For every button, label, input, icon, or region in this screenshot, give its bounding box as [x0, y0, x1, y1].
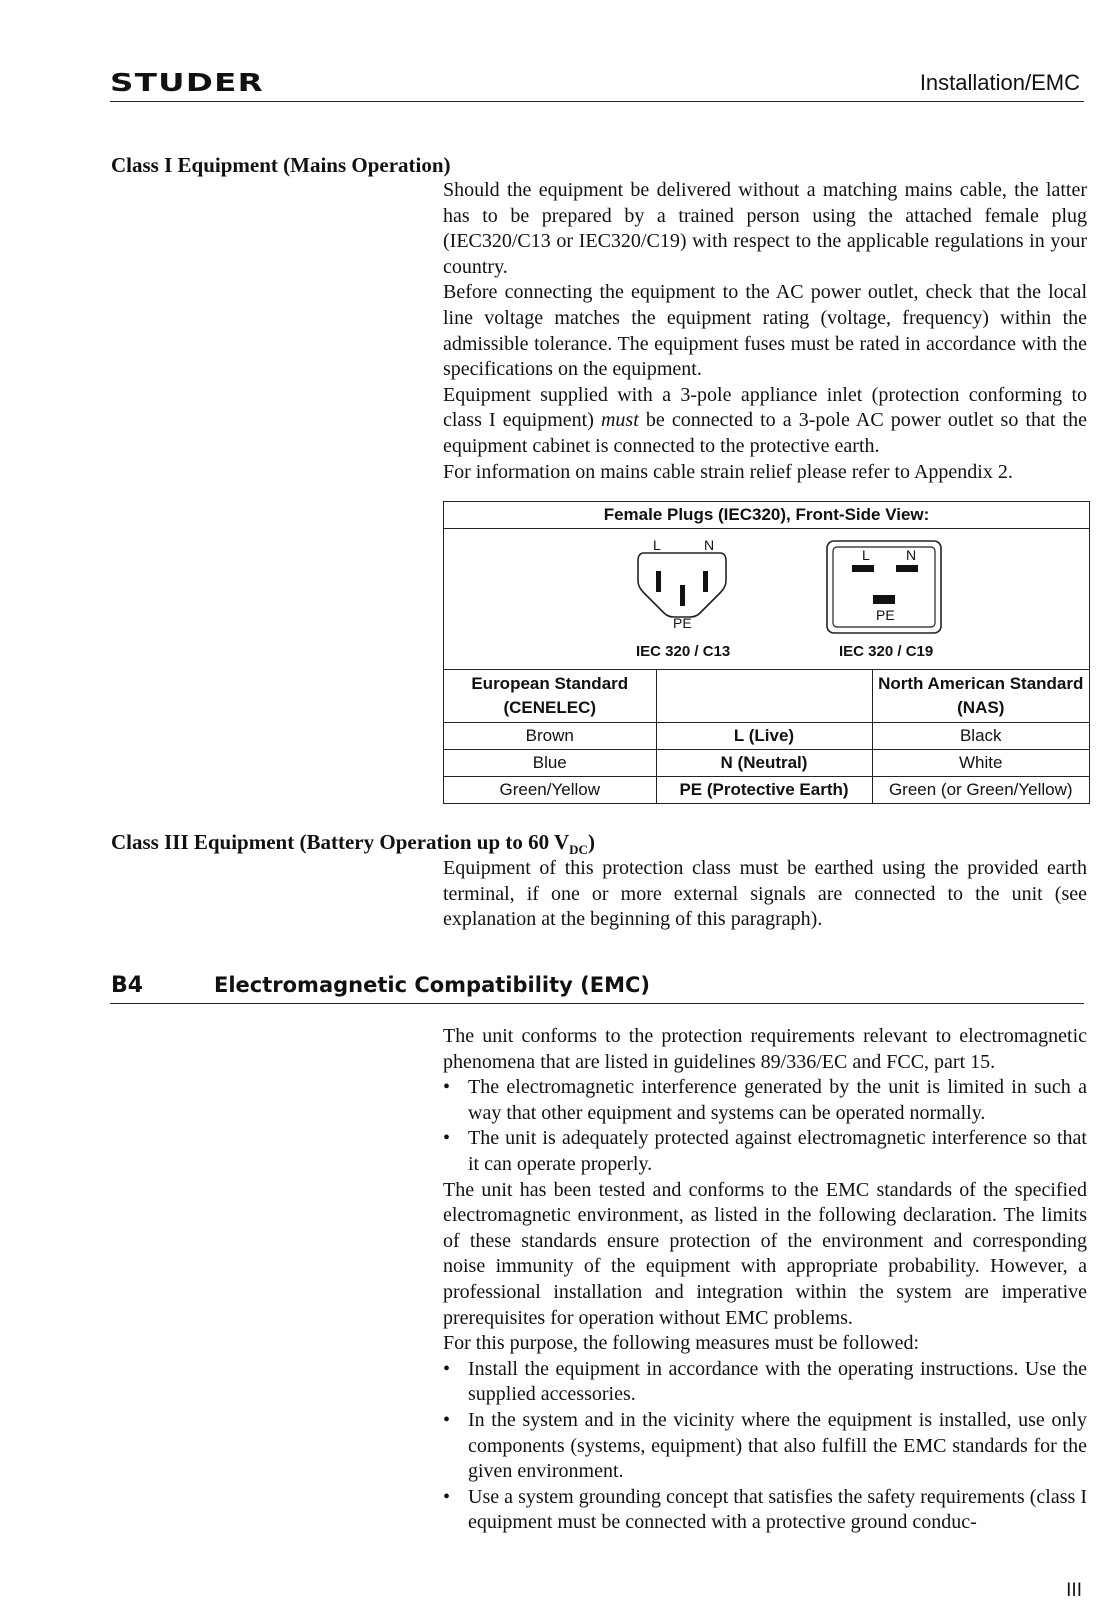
- table-row: [444, 723, 1089, 750]
- class3-heading: Class III Equipment (Battery Operation up to 60 $V_{DC}$): [111, 830, 595, 858]
- list-item: • In the system and in the vicinity where the equipment is installed, use only components (systems, equipment) that also fulfill the EMC standards for the given environment.: [443, 1408, 1087, 1483]
- iec-c19-plug-icon: [822, 535, 946, 639]
- c19-label-pe: PE: [876, 607, 895, 623]
- brand-logo: STUDER: [110, 68, 264, 97]
- c19-label-l: L: [862, 547, 870, 563]
- page-number: III: [1066, 1580, 1082, 1601]
- class3-paragraph-1: Equipment of this protection class must be earthed using the provided earth terminal, if one or more external signals are connected to the unit (see explanation at the beginning of this paragraph).: [443, 857, 1087, 931]
- emc-body: [443, 1024, 1087, 1536]
- class1-paragraph-1: Should the equipment be delivered without a matching mains cable, the latter has to be prepared by a trained person using the attached female plug (IEC320/C13 or IEC320/C19) with respect to the applicable regulations in your country.: [443, 179, 1087, 278]
- cell-conductor: L (Live): [656, 723, 872, 750]
- plug-figure: [444, 529, 1089, 670]
- running-head: Installation/EMC: [919, 70, 1080, 95]
- table-header-row: [444, 670, 1089, 723]
- list-item: • Use a system grounding concept that satisfies the safety requirements (class I equipment must be connected with a protective ground conduc-: [443, 1485, 1087, 1534]
- header-rule: [110, 101, 1084, 102]
- section-number: B4: [111, 973, 144, 998]
- cell-na: White: [872, 750, 1089, 777]
- section-title: Electromagnetic Compatibility (EMC): [214, 973, 651, 997]
- plug-table-title: Female Plugs (IEC320), Front-Side View:: [444, 502, 1089, 529]
- header-european: European Standard (CENELEC): [444, 670, 656, 723]
- class1-paragraph-2: Before connecting the equipment to the AC power outlet, check that the local line voltage matches the equipment rating (voltage, frequency) within the admissible tolerance. The equipment fuses must be rated in accordance with the specifications on the equipment.: [443, 281, 1087, 381]
- cell-na: Black: [872, 723, 1089, 750]
- c13-label-l: L: [653, 537, 661, 553]
- cell-eu: Blue: [444, 750, 656, 777]
- cell-eu: Brown: [444, 723, 656, 750]
- emc-bullet-list-2: [443, 1357, 1087, 1536]
- emc-paragraph-2: The unit has been tested and conforms to the EMC standards of the specified electromagnetic environment, as listed in the following declaration. The limits of these standards ensure protection of the environment and corresponding noise immunity of the equipment with appropriate probability. However, a professional installation and integration within the system are imperative prerequisites for operation without EMC problems.: [443, 1178, 1087, 1329]
- cell-conductor: PE (Protective Earth): [656, 777, 872, 804]
- class1-body: [443, 178, 1087, 485]
- class1-heading: Class I Equipment (Mains Operation): [111, 153, 451, 177]
- class1-p3-emphasis: must: [600, 409, 639, 432]
- cell-eu: Green/Yellow: [444, 777, 656, 804]
- section-rule: [110, 1003, 1084, 1004]
- c19-label-n: N: [906, 547, 917, 563]
- c13-label-pe: PE: [673, 615, 692, 631]
- class1-paragraph-4: For information on mains cable strain relief please refer to Appendix 2.: [443, 460, 1013, 483]
- emc-paragraph-1: The unit conforms to the protection requirements relevant to electromagnetic phenomena that are listed in guidelines 89/336/EC and FCC, part 15.: [443, 1025, 1087, 1073]
- header-blank: [656, 670, 872, 723]
- c13-label-n: N: [704, 537, 715, 553]
- plug-table: [443, 501, 1090, 804]
- table-row: [444, 750, 1089, 777]
- list-item: • Install the equipment in accordance with the operating instructions. Use the supplied accessories.: [443, 1357, 1087, 1406]
- list-item: • The unit is adequately protected against electromagnetic interference so that it can operate properly.: [443, 1127, 1087, 1175]
- class1-p3-text-a: Equipment supplied with a 3-pole appliance inlet (protection conforming to class I equipment): [443, 383, 1087, 432]
- cell-na: Green (or Green/Yellow): [872, 777, 1089, 804]
- class1-p3-text-b: be connected to a 3-pole AC power outlet so that the equipment cabinet is connected to the protective earth.: [443, 409, 1087, 457]
- header-north-american: North American Standard (NAS): [872, 670, 1089, 723]
- cell-conductor: N (Neutral): [656, 750, 872, 777]
- class3-body: [443, 856, 1087, 933]
- color-code-table: [444, 670, 1089, 803]
- list-item: • The electromagnetic interference generated by the unit is limited in such a way that other equipment and systems can be operated normally.: [443, 1076, 1087, 1124]
- emc-bullet-list-1: [443, 1075, 1087, 1177]
- emc-paragraph-3: For this purpose, the following measures must be followed:: [443, 1332, 920, 1355]
- table-row: [444, 777, 1089, 804]
- c13-caption: IEC 320 / C13: [636, 643, 731, 660]
- class1-paragraph-3: [443, 383, 1087, 460]
- c19-caption: IEC 320 / C19: [839, 643, 934, 660]
